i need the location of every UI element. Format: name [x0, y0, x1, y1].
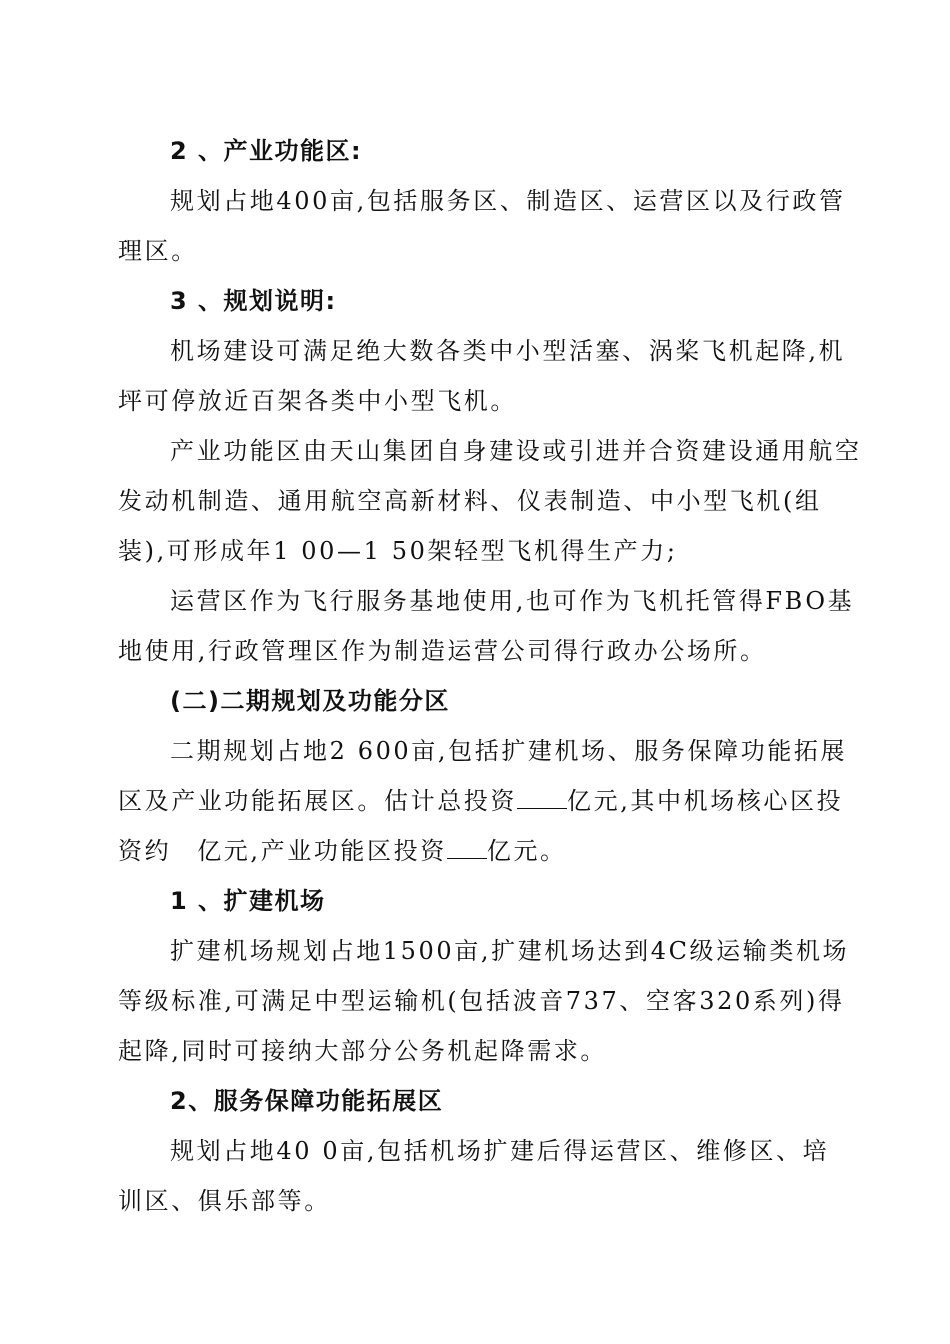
paragraph-line: 等级标准,可满足中型运输机(包括波音737、空客320系列)得 — [118, 987, 845, 1015]
paragraph-line: 装),可形成年1 00—1 50架轻型飞机得生产力; — [118, 537, 678, 565]
heading-planning-notes: 3 、规划说明: — [170, 287, 337, 315]
text-segment: 区及产业功能拓展区。估计总投资 — [118, 787, 517, 815]
heading-industrial-zone: 2 、产业功能区: — [170, 137, 363, 165]
paragraph-line: 二期规划占地2 600亩,包括扩建机场、服务保障功能拓展 — [170, 737, 848, 765]
heading-service-zone: 2、服务保障功能拓展区 — [170, 1087, 444, 1115]
heading-phase2: (二)二期规划及功能分区 — [170, 687, 450, 715]
fill-in-blank — [447, 836, 487, 859]
paragraph-line: 机场建设可满足绝大数各类中小型活塞、涡桨飞机起降,机 — [170, 337, 846, 365]
paragraph-line: 规划占地400亩,包括服务区、制造区、运营区以及行政管 — [170, 187, 846, 215]
paragraph-line: 扩建机场规划占地1500亩,扩建机场达到4C级运输类机场 — [170, 937, 850, 965]
text-segment: 亿元,其中机场核心区投 — [567, 787, 844, 815]
paragraph-line: 规划占地40 0亩,包括机场扩建后得运营区、维修区、培 — [170, 1137, 830, 1165]
paragraph-line: 地使用,行政管理区作为制造运营公司得行政办公场所。 — [118, 637, 767, 665]
paragraph-line: 运营区作为飞行服务基地使用,也可作为飞机托管得FBO基 — [170, 587, 855, 615]
paragraph-line: 理区。 — [118, 237, 198, 265]
paragraph-line: 训区、俱乐部等。 — [118, 1187, 331, 1215]
paragraph-line: 产业功能区由天山集团自身建设或引进并合资建设通用航空 — [170, 437, 862, 465]
fill-in-blank — [517, 786, 567, 809]
text-segment: 亿元,产业功能区投资 — [197, 837, 447, 865]
heading-expand-airport: 1 、扩建机场 — [170, 887, 326, 915]
paragraph-line-with-blank — [118, 786, 843, 816]
paragraph-line: 坪可停放近百架各类中小型飞机。 — [118, 387, 517, 415]
paragraph-line-with-blanks — [118, 836, 567, 866]
paragraph-line: 发动机制造、通用航空高新材料、仪表制造、中小型飞机(组 — [118, 487, 822, 515]
paragraph-line: 起降,同时可接纳大部分公务机起降需求。 — [118, 1037, 608, 1065]
text-segment: 资约 — [118, 837, 172, 865]
text-segment: 亿元。 — [486, 837, 567, 865]
